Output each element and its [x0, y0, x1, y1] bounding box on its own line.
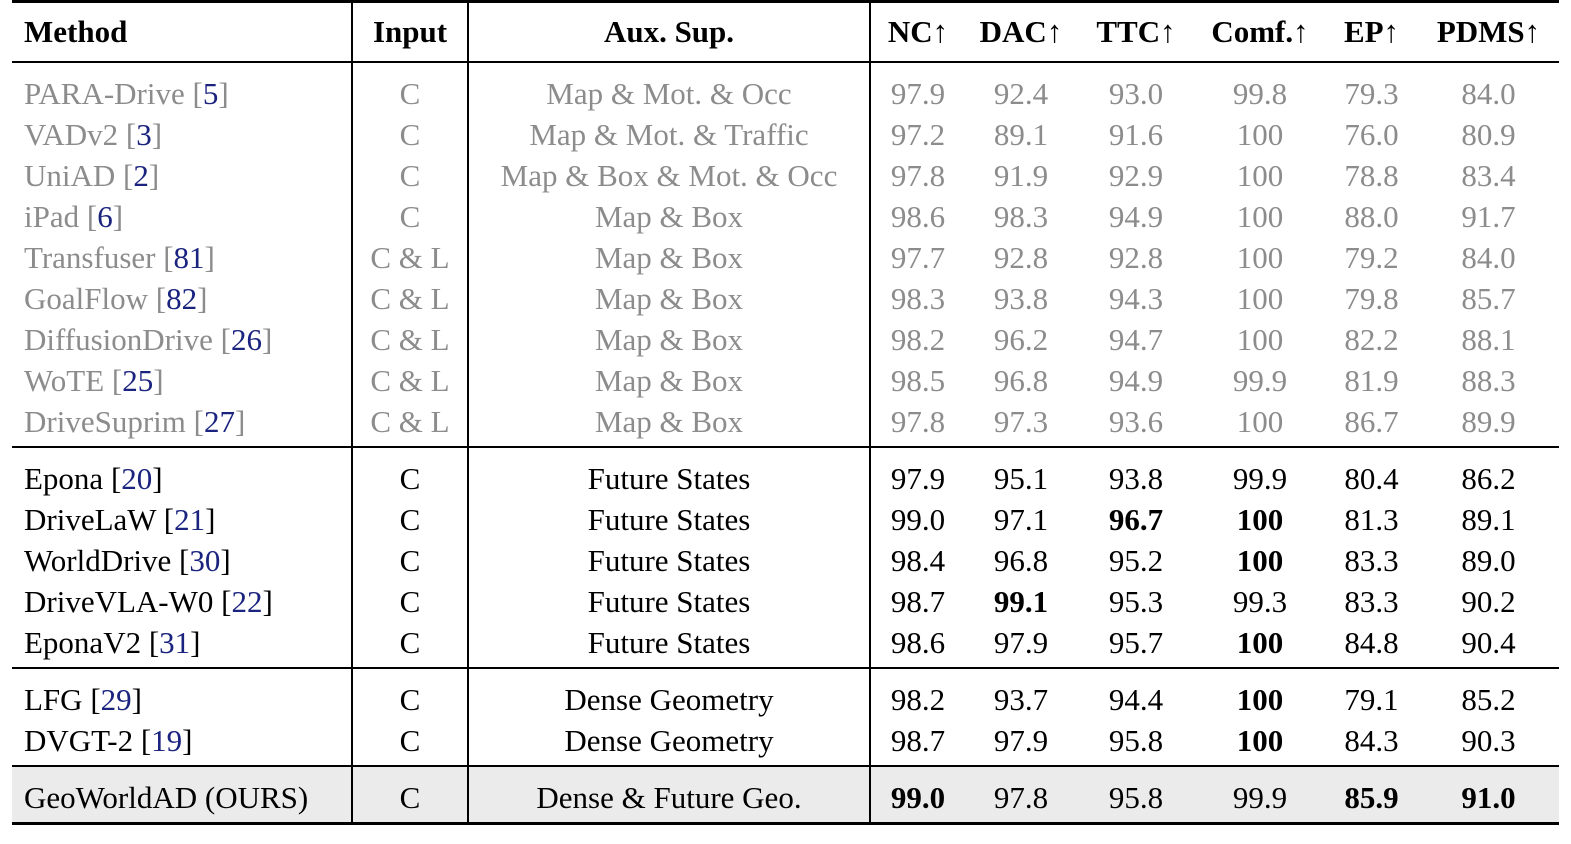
comf-cell: 100: [1236, 502, 1284, 537]
dac-cell: 97.9: [993, 625, 1049, 660]
method-cell: DriveVLA-W0 [22]: [12, 581, 352, 622]
ttc-cell: 95.8: [1108, 723, 1164, 758]
table-row: [12, 237, 1559, 278]
ep-cell: 79.8: [1344, 281, 1399, 316]
header-row: [12, 2, 1559, 63]
table-row: [12, 447, 1559, 499]
ep-cell: 79.2: [1344, 240, 1399, 275]
aux-sup-cell: Dense & Future Geo.: [468, 766, 870, 824]
ttc-cell: 93.6: [1108, 404, 1164, 439]
nc-cell: 97.8: [890, 404, 946, 439]
nc-cell: 98.4: [890, 543, 946, 578]
method-name: iPad: [24, 199, 80, 234]
ttc-cell: 94.7: [1108, 322, 1164, 357]
dac-cell: 97.3: [993, 404, 1049, 439]
aux-sup-cell: Future States: [468, 499, 870, 540]
method-name: LFG: [24, 682, 83, 717]
nc-cell: 98.5: [890, 363, 946, 398]
input-cell: C: [352, 668, 468, 720]
ep-cell: 83.3: [1344, 584, 1399, 619]
dac-cell: 98.3: [993, 199, 1049, 234]
pdms-cell: 91.7: [1461, 199, 1516, 234]
ttc-cell: 95.3: [1108, 584, 1164, 619]
method-cell: DVGT-2 [19]: [12, 720, 352, 766]
input-cell: C: [352, 766, 468, 824]
pdms-cell: 88.1: [1461, 322, 1516, 357]
ttc-cell: 96.7: [1108, 502, 1164, 537]
dac-cell: 97.8: [965, 766, 1077, 824]
method-name: UniAD: [24, 158, 116, 193]
aux-sup-cell: Future States: [468, 581, 870, 622]
nc-cell: 98.2: [870, 668, 965, 720]
aux-sup-cell: Map & Box: [468, 237, 870, 278]
nc-cell: 98.2: [890, 322, 946, 357]
ttc-cell: 94.3: [1108, 281, 1164, 316]
method-name: Transfuser: [24, 240, 156, 275]
comf-cell: 100: [1236, 158, 1284, 193]
comf-cell: 100: [1236, 281, 1284, 316]
citation-link[interactable]: 5: [202, 76, 219, 111]
method-cell: GoalFlow [82]: [12, 278, 352, 319]
citation-link[interactable]: 3: [136, 117, 152, 152]
input-cell: C & L: [352, 401, 468, 447]
aux-sup-cell: Map & Box & Mot. & Occ: [468, 155, 870, 196]
comf-cell: 99.9: [1195, 447, 1325, 499]
table-row: [12, 581, 1559, 622]
ep-cell: 81.9: [1344, 363, 1399, 398]
aux-sup-cell: Map & Mot. & Occ: [468, 62, 870, 114]
ttc-cell: 91.6: [1108, 117, 1164, 152]
method-name: GeoWorldAD (OURS): [24, 780, 309, 815]
pdms-cell: 89.1: [1461, 502, 1516, 537]
nc-cell: 98.6: [890, 625, 946, 660]
header-aux-sup: Aux. Sup.: [468, 2, 870, 63]
pdms-cell: 85.7: [1461, 281, 1516, 316]
ttc-cell: 94.4: [1077, 668, 1195, 720]
aux-sup-cell: Map & Box: [468, 196, 870, 237]
method-name: DVGT-2: [24, 723, 134, 758]
aux-sup-cell: Map & Mot. & Traffic: [468, 114, 870, 155]
header-dac: DAC↑: [965, 2, 1077, 63]
table-row: [12, 278, 1559, 319]
nc-cell: 97.9: [870, 447, 965, 499]
ttc-cell: 95.7: [1108, 625, 1164, 660]
ep-cell: 86.7: [1344, 404, 1399, 439]
pdms-cell: 85.2: [1418, 668, 1559, 720]
ttc-cell: 93.8: [1077, 447, 1195, 499]
pdms-cell: 86.2: [1418, 447, 1559, 499]
ep-cell: 88.0: [1344, 199, 1399, 234]
citation-link[interactable]: 25: [122, 363, 154, 398]
aux-sup-cell: Future States: [468, 447, 870, 499]
citation-link[interactable]: 31: [159, 625, 191, 660]
input-cell: C: [352, 62, 468, 114]
header-input: Input: [352, 2, 468, 63]
table-row: [12, 114, 1559, 155]
aux-sup-cell: Future States: [468, 622, 870, 668]
aux-sup-cell: Map & Box: [468, 401, 870, 447]
aux-sup-cell: Map & Box: [468, 278, 870, 319]
dac-cell: 96.2: [993, 322, 1049, 357]
dac-cell: 91.9: [993, 158, 1049, 193]
citation-link[interactable]: 2: [133, 158, 149, 193]
results-table: [12, 0, 1559, 825]
ttc-cell: 95.2: [1108, 543, 1164, 578]
method-cell: VADv2 [3]: [12, 114, 352, 155]
citation-link[interactable]: 21: [174, 502, 206, 537]
method-cell: WoTE [25]: [12, 360, 352, 401]
nc-cell: 98.7: [890, 723, 946, 758]
dac-cell: 95.1: [965, 447, 1077, 499]
header-ep: EP↑: [1325, 2, 1418, 63]
comf-cell: 100: [1236, 199, 1284, 234]
ep-cell: 79.3: [1344, 76, 1399, 111]
citation-link[interactable]: 20: [121, 461, 153, 496]
table-row: [12, 668, 1559, 720]
method-cell: DiffusionDrive [26]: [12, 319, 352, 360]
method-cell: PARA-Drive [5]: [12, 62, 352, 114]
pdms-cell: 83.4: [1461, 158, 1516, 193]
ttc-cell: 94.9: [1108, 363, 1164, 398]
citation-link[interactable]: 81: [173, 240, 205, 275]
ep-cell: 85.9: [1325, 766, 1418, 824]
table-row: [12, 360, 1559, 401]
method-cell: iPad [6]: [12, 196, 352, 237]
comf-cell: 100: [1236, 543, 1284, 578]
citation-link[interactable]: 6: [97, 199, 113, 234]
method-cell: UniAD [2]: [12, 155, 352, 196]
method-name: DriveSuprim: [24, 404, 186, 439]
citation-link[interactable]: 82: [166, 281, 198, 316]
table-row: [12, 720, 1559, 766]
dac-cell: 99.1: [993, 584, 1049, 619]
header-nc: NC↑: [870, 2, 965, 63]
table-row: [12, 155, 1559, 196]
ep-cell: 81.3: [1344, 502, 1399, 537]
method-name: Epona: [24, 461, 104, 496]
method-cell: WorldDrive [30]: [12, 540, 352, 581]
citation-link[interactable]: 27: [203, 404, 235, 439]
pdms-cell: 88.3: [1461, 363, 1516, 398]
ttc-cell: 95.8: [1077, 766, 1195, 824]
aux-sup-cell: Future States: [468, 540, 870, 581]
aux-sup-cell: Map & Box: [468, 360, 870, 401]
method-name: VADv2: [24, 117, 119, 152]
dac-cell: 92.8: [993, 240, 1049, 275]
pdms-cell: 90.4: [1461, 625, 1516, 660]
ep-cell: 82.2: [1344, 322, 1399, 357]
dac-cell: 97.1: [993, 502, 1049, 537]
method-cell: Transfuser [81]: [12, 237, 352, 278]
input-cell: C: [352, 447, 468, 499]
ttc-cell: 93.0: [1108, 76, 1164, 111]
table-row: [12, 196, 1559, 237]
pdms-cell: 84.0: [1461, 240, 1516, 275]
pdms-cell: 90.3: [1461, 723, 1516, 758]
comf-cell: 100: [1236, 625, 1284, 660]
input-cell: C: [352, 622, 468, 668]
nc-cell: 98.6: [890, 199, 946, 234]
table-row: [12, 540, 1559, 581]
method-cell: LFG [29]: [12, 668, 352, 720]
method-cell: Epona [20]: [12, 447, 352, 499]
input-cell: C: [352, 196, 468, 237]
dac-cell: 96.8: [993, 363, 1049, 398]
table-row: [12, 766, 1559, 824]
ep-cell: 76.0: [1344, 117, 1399, 152]
input-cell: C: [352, 581, 468, 622]
ep-cell: 83.3: [1344, 543, 1399, 578]
ep-cell: 84.8: [1344, 625, 1399, 660]
dac-cell: 89.1: [993, 117, 1049, 152]
comf-cell: 100: [1236, 723, 1284, 758]
input-cell: C: [352, 499, 468, 540]
nc-cell: 97.9: [890, 76, 946, 111]
table-row: [12, 622, 1559, 668]
input-cell: C & L: [352, 360, 468, 401]
method-cell: [12, 766, 352, 824]
nc-cell: 97.7: [890, 240, 946, 275]
method-name: PARA-Drive: [24, 76, 185, 111]
nc-cell: 97.2: [890, 117, 946, 152]
dac-cell: 92.4: [993, 76, 1049, 111]
input-cell: C & L: [352, 237, 468, 278]
ttc-cell: 94.9: [1108, 199, 1164, 234]
method-name: EponaV2: [24, 625, 142, 660]
table-row: [12, 62, 1559, 114]
pdms-cell: 80.9: [1461, 117, 1516, 152]
input-cell: C: [352, 155, 468, 196]
method-name: DiffusionDrive: [24, 322, 213, 357]
pdms-cell: 84.0: [1461, 76, 1516, 111]
method-cell: DriveLaW [21]: [12, 499, 352, 540]
method-name: DriveVLA-W0: [24, 584, 214, 619]
comf-cell: 99.3: [1232, 584, 1288, 619]
ep-cell: 84.3: [1344, 723, 1399, 758]
table-body: [12, 62, 1559, 824]
input-cell: C: [352, 540, 468, 581]
aux-sup-cell: Map & Box: [468, 319, 870, 360]
input-cell: C: [352, 720, 468, 766]
method-name: GoalFlow: [24, 281, 148, 316]
nc-cell: 99.0: [890, 502, 946, 537]
method-cell: EponaV2 [31]: [12, 622, 352, 668]
pdms-cell: 89.0: [1461, 543, 1516, 578]
input-cell: C & L: [352, 278, 468, 319]
results-table-container: [12, 0, 1559, 844]
nc-cell: 98.3: [890, 281, 946, 316]
header-method: Method: [12, 2, 352, 63]
ep-cell: 78.8: [1344, 158, 1399, 193]
nc-cell: 98.7: [890, 584, 946, 619]
aux-sup-cell: Dense Geometry: [468, 720, 870, 766]
ttc-cell: 92.9: [1108, 158, 1164, 193]
comf-cell: 99.9: [1232, 363, 1288, 398]
method-cell: DriveSuprim [27]: [12, 401, 352, 447]
method-name: WorldDrive: [24, 543, 172, 578]
comf-cell: 100: [1236, 322, 1284, 357]
input-cell: C & L: [352, 319, 468, 360]
method-name: WoTE: [24, 363, 105, 398]
input-cell: C: [352, 114, 468, 155]
table-row: [12, 319, 1559, 360]
ep-cell: 80.4: [1325, 447, 1418, 499]
comf-cell: 100: [1236, 117, 1284, 152]
pdms-cell: 90.2: [1461, 584, 1516, 619]
header-ttc: TTC↑: [1077, 2, 1195, 63]
nc-cell: 97.8: [890, 158, 946, 193]
citation-link[interactable]: 19: [151, 723, 183, 758]
ttc-cell: 92.8: [1108, 240, 1164, 275]
pdms-cell: 89.9: [1461, 404, 1516, 439]
dac-cell: 97.9: [993, 723, 1049, 758]
comf-cell: 99.8: [1232, 76, 1288, 111]
citation-link[interactable]: 30: [189, 543, 221, 578]
comf-cell: 99.9: [1195, 766, 1325, 824]
citation-link[interactable]: 29: [100, 682, 132, 717]
header-pdms: PDMS↑: [1418, 2, 1559, 63]
header-comf: Comf.↑: [1195, 2, 1325, 63]
dac-cell: 96.8: [993, 543, 1049, 578]
comf-cell: 100: [1236, 404, 1284, 439]
method-name: DriveLaW: [24, 502, 156, 537]
dac-cell: 93.7: [965, 668, 1077, 720]
comf-cell: 100: [1236, 240, 1284, 275]
citation-link[interactable]: 26: [230, 322, 262, 357]
dac-cell: 93.8: [993, 281, 1049, 316]
citation-link[interactable]: 22: [231, 584, 263, 619]
nc-cell: 99.0: [870, 766, 965, 824]
comf-cell: 100: [1195, 668, 1325, 720]
table-row: [12, 499, 1559, 540]
aux-sup-cell: Dense Geometry: [468, 668, 870, 720]
table-row: [12, 401, 1559, 447]
pdms-cell: 91.0: [1418, 766, 1559, 824]
ep-cell: 79.1: [1325, 668, 1418, 720]
